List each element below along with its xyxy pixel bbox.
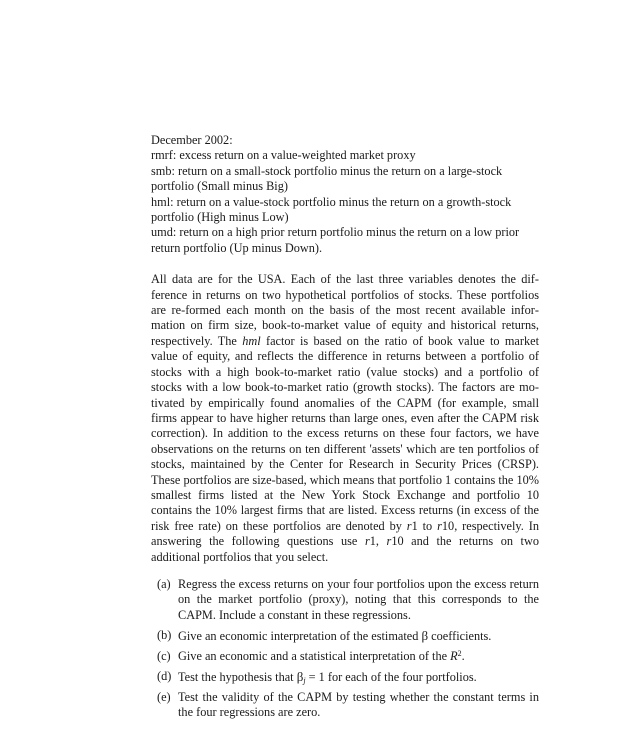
variable-definitions [151, 133, 539, 256]
definition-rmrf: rmrf: excess return on a value-weighted market proxy [151, 148, 416, 163]
hml-term: hml [242, 333, 261, 348]
definition-smb: smb: return on a small-stock portfolio minus the return on a large-stock portfolio (Small minus Big) [151, 163, 503, 194]
para-text-2: factor is based on the ratio of book value to market value of equity, and reflects the difference in returns between a portfolio of stocks with a high book-to-market ratio (value stocks) and a portfolio of stocks with a low book-to-market ratio (growth stocks). The factors are motivated by empirically found anomalies of the CAPM (for example, small firms appear to have higher returns than large ones, even after the CAPM risk correction). In addition to the excess returns on these four factors, we have observations on the returns on ten different 'assets' which are ten portfolios of stocks, maintained by the Center for Research in Security Prices (CRSP). These portfolios are size-based, which means that portfolio 1 contains the 10% smallest firms listed at the New York Stock Exchange and portfolio 10 contains the 10% largest firms that are listed. Excess returns (in excess of the risk free rate) on these portfolios are denoted by [151, 333, 539, 533]
r10-symbol-2: r [386, 534, 392, 549]
question-text: Regress the excess returns on your four portfolios upon the excess return on the market portfolio (proxy), noting that this corresponds to the CAPM. Include a constant in these regressions. [178, 576, 539, 622]
para-text-5: , [375, 534, 387, 549]
question-label: (a) [157, 576, 171, 591]
para-text-6: and the returns on two additional portfolios that you select. [151, 534, 539, 564]
question-list [151, 577, 539, 721]
r10-symbol: r [437, 518, 442, 533]
question-text: Give an economic and a statistical interpretation of the $R^2$. [178, 648, 465, 663]
question-text: Give an economic interpretation of the estimated β coefficients. [178, 627, 492, 643]
question-d [157, 669, 539, 685]
r1-number-2: 1 [369, 534, 376, 549]
r1-symbol-2: r [364, 534, 370, 549]
beta-symbol: β [296, 668, 304, 684]
question-b [157, 628, 539, 644]
r10-number: 10 [441, 518, 455, 533]
para-text-3: to [417, 518, 438, 533]
question-c [157, 649, 539, 664]
body-paragraph [151, 272, 539, 565]
question-text: Test the validity of the CAPM by testing whether the constant terms in the four regressions are zero. [178, 689, 539, 720]
question-e [157, 690, 539, 721]
r1-symbol: r [406, 518, 412, 533]
document-page [151, 133, 539, 725]
r-squared-exponent: 2 [457, 648, 462, 658]
r10-number-2: 10 [391, 534, 404, 549]
equals-one: = 1 [305, 669, 325, 684]
question-label: (c) [157, 648, 171, 663]
question-label: (e) [157, 689, 171, 704]
definition-umd: umd: return on a high prior return portfolio minus the return on a low prior return portfolio (Up minus Down). [151, 225, 520, 255]
beta-symbol: β [421, 627, 429, 643]
beta-subscript: j [303, 675, 306, 685]
question-label: (b) [157, 627, 172, 642]
question-a [157, 577, 539, 623]
r1-number: 1 [411, 518, 418, 533]
para-text-4: , respectively. In answering the following questions use [151, 518, 540, 549]
question-label: (d) [157, 668, 172, 683]
para-text-1: All data are for the USA. Each of the last three variables denotes the difference in returns on two hypothetical portfolios of stocks. These portfolios are re-formed each month on the basis of the most recent available information on firm size, book-to-market value of equity and historical returns, respectively. The [151, 272, 539, 348]
question-text: Test the hypothesis that $\beta_j = 1$ for each of the four portfolios. [178, 668, 477, 685]
header-date: December 2002: [151, 133, 233, 147]
r-squared-symbol: R [450, 648, 458, 663]
definition-hml: hml: return on a value-stock portfolio minus the return on a growth-stock portfolio (High minus Low) [151, 194, 512, 225]
